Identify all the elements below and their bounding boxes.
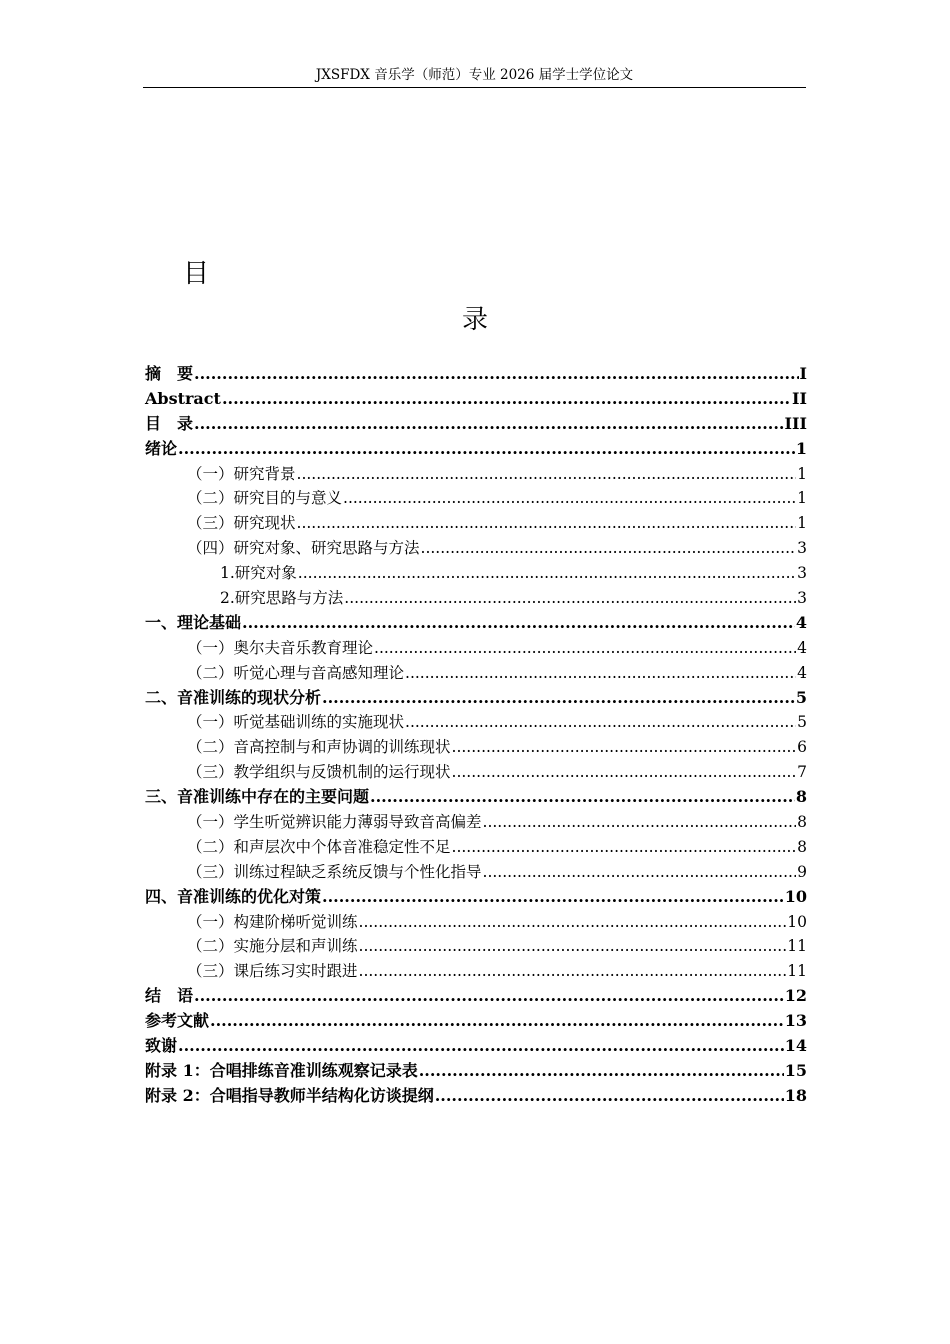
toc-entry-page: III — [784, 413, 807, 433]
toc-entry[interactable] — [145, 860, 807, 885]
toc-entry-label: 三、音准训练中存在的主要问题 — [145, 787, 370, 807]
toc-entry[interactable] — [145, 511, 807, 536]
toc-entry[interactable] — [145, 561, 807, 586]
toc-leader-dots — [343, 486, 796, 511]
toc-entry-label: （一）听觉基础训练的实施现状 — [187, 713, 405, 732]
toc-entry-page: 3 — [797, 539, 807, 558]
toc-entry-label: （二）听觉心理与音高感知理论 — [187, 663, 405, 682]
toc-leader-dots — [194, 412, 784, 437]
toc-leader-dots — [374, 636, 796, 661]
toc-leader-dots — [483, 860, 797, 885]
toc-leader-dots — [359, 959, 787, 984]
toc-leader-dots — [297, 462, 797, 487]
toc-entry-page: II — [792, 388, 807, 408]
toc-entry[interactable] — [145, 710, 807, 735]
toc-entry[interactable] — [145, 910, 807, 935]
toc-leader-dots — [322, 686, 795, 711]
table-of-contents — [145, 362, 807, 1109]
toc-title-part1: 目 — [183, 259, 210, 289]
toc-entry[interactable] — [145, 835, 807, 860]
toc-entry-label: 摘 要 — [145, 364, 194, 383]
toc-entry[interactable] — [145, 810, 807, 835]
toc-entry-page: 11 — [787, 937, 807, 956]
toc-entry[interactable] — [145, 1059, 807, 1084]
toc-leader-dots — [405, 710, 796, 735]
toc-entry[interactable] — [145, 1034, 807, 1059]
toc-entry-label: （三）训练过程缺乏系统反馈与个性化指导 — [187, 862, 482, 881]
toc-entry-page: 11 — [787, 962, 807, 981]
toc-entry[interactable] — [145, 934, 807, 959]
toc-leader-dots — [359, 910, 787, 935]
toc-entry[interactable] — [145, 760, 807, 785]
toc-title-part2: 录 — [462, 305, 489, 335]
toc-leader-dots — [370, 785, 795, 810]
running-header: JXSFDX 音乐学（师范）专业 2026 届学士学位论文 — [315, 67, 634, 83]
toc-entry-label: 一、理论基础 — [145, 612, 242, 632]
toc-entry-page: 10 — [784, 886, 807, 906]
toc-entry-label: （二）和声层次中个体音准稳定性不足 — [187, 837, 451, 856]
toc-leader-dots — [178, 437, 795, 462]
toc-leader-dots — [421, 536, 797, 561]
toc-entry-label: （二）音高控制与和声协调的训练现状 — [187, 738, 451, 757]
toc-entry[interactable] — [145, 462, 807, 487]
toc-entry-page: I — [799, 364, 807, 383]
toc-entry-label: （三）研究现状 — [187, 514, 296, 533]
toc-entry-page: 6 — [797, 738, 807, 757]
toc-leader-dots — [178, 1034, 784, 1059]
toc-leader-dots — [322, 885, 784, 910]
toc-entry[interactable] — [145, 636, 807, 661]
toc-leader-dots — [452, 760, 797, 785]
toc-leader-dots — [242, 611, 795, 636]
toc-leader-dots — [210, 1009, 784, 1034]
toc-entry-label: 目 录 — [145, 413, 194, 433]
toc-entry-label: 四、音准训练的优化对策 — [145, 886, 322, 906]
toc-entry[interactable] — [145, 1009, 807, 1034]
header-rule — [143, 87, 806, 88]
toc-entry[interactable] — [145, 885, 807, 910]
toc-entry-label: （二）实施分层和声训练 — [187, 937, 358, 956]
toc-entry[interactable] — [145, 959, 807, 984]
toc-entry[interactable] — [145, 1084, 807, 1109]
toc-entry-label: 致谢 — [145, 1036, 178, 1056]
toc-entry-page: 4 — [797, 663, 807, 682]
toc-entry-page: 1 — [797, 514, 807, 533]
toc-entry-page: 5 — [795, 687, 807, 707]
toc-entry-page: 13 — [784, 1011, 807, 1031]
toc-leader-dots — [419, 1059, 784, 1084]
toc-entry-label: （三）课后练习实时跟进 — [187, 962, 358, 981]
toc-leader-dots — [483, 810, 797, 835]
toc-entry[interactable] — [145, 412, 807, 437]
toc-entry[interactable] — [145, 362, 807, 387]
toc-entry-label: 绪论 — [145, 438, 178, 458]
toc-entry-page: 8 — [797, 813, 807, 832]
toc-entry-label: （一）构建阶梯听觉训练 — [187, 912, 358, 931]
toc-entry-page: 9 — [797, 862, 807, 881]
toc-entry-label: （一）学生听觉辨识能力薄弱导致音高偏差 — [187, 813, 482, 832]
toc-entry[interactable] — [145, 536, 807, 561]
toc-entry-page: 15 — [784, 1060, 807, 1080]
toc-entry-page: 12 — [784, 986, 807, 1006]
toc-entry-label: 结 语 — [145, 986, 194, 1006]
toc-leader-dots — [194, 984, 784, 1009]
toc-entry-page: 8 — [795, 787, 807, 807]
toc-entry-page: 3 — [797, 564, 807, 583]
toc-entry[interactable] — [145, 785, 807, 810]
toc-leader-dots — [297, 511, 797, 536]
toc-entry-page: 4 — [795, 612, 807, 632]
toc-entry-label: 1.研究对象 — [220, 564, 297, 583]
toc-entry-label: 附录 2：合唱指导教师半结构化访谈提纲 — [145, 1085, 434, 1105]
toc-leader-dots — [452, 735, 797, 760]
toc-leader-dots — [435, 1084, 784, 1109]
toc-entry[interactable] — [145, 486, 807, 511]
toc-entry[interactable] — [145, 735, 807, 760]
toc-leader-dots — [452, 835, 797, 860]
toc-entry-page: 8 — [797, 837, 807, 856]
toc-entry-label: 参考文献 — [145, 1011, 210, 1031]
toc-entry-page: 3 — [797, 589, 807, 608]
toc-entry[interactable] — [145, 984, 807, 1009]
toc-entry-label: 附录 1：合唱排练音准训练观察记录表 — [145, 1060, 418, 1080]
toc-leader-dots — [359, 934, 787, 959]
toc-entry-label: Abstract — [145, 388, 221, 408]
toc-entry-label: 二、音准训练的现状分析 — [145, 687, 322, 707]
toc-leader-dots — [194, 362, 799, 387]
toc-entry-label: 2.研究思路与方法 — [220, 589, 344, 608]
toc-entry[interactable] — [145, 686, 807, 711]
toc-entry-page: 1 — [797, 464, 807, 483]
toc-entry-page: 10 — [787, 912, 807, 931]
toc-entry-page: 14 — [784, 1036, 807, 1056]
toc-entry-page: 5 — [797, 713, 807, 732]
toc-entry-page: 1 — [795, 438, 807, 458]
toc-leader-dots — [298, 561, 796, 586]
toc-entry-label: （一）研究背景 — [187, 464, 296, 483]
toc-entry-page: 7 — [797, 763, 807, 782]
toc-entry-label: （一）奥尔夫音乐教育理论 — [187, 638, 374, 657]
toc-entry-label: （三）教学组织与反馈机制的运行现状 — [187, 763, 451, 782]
toc-leader-dots — [222, 387, 791, 412]
toc-entry-page: 4 — [797, 638, 807, 657]
toc-entry[interactable] — [145, 661, 807, 686]
toc-leader-dots — [344, 586, 796, 611]
toc-entry[interactable] — [145, 387, 807, 412]
toc-entry[interactable] — [145, 611, 807, 636]
toc-leader-dots — [405, 661, 796, 686]
toc-entry-page: 1 — [797, 489, 807, 508]
toc-entry-label: （二）研究目的与意义 — [187, 489, 343, 508]
toc-entry-label: （四）研究对象、研究思路与方法 — [187, 539, 420, 558]
toc-entry[interactable] — [145, 586, 807, 611]
toc-entry[interactable] — [145, 437, 807, 462]
toc-entry-page: 18 — [784, 1085, 807, 1105]
